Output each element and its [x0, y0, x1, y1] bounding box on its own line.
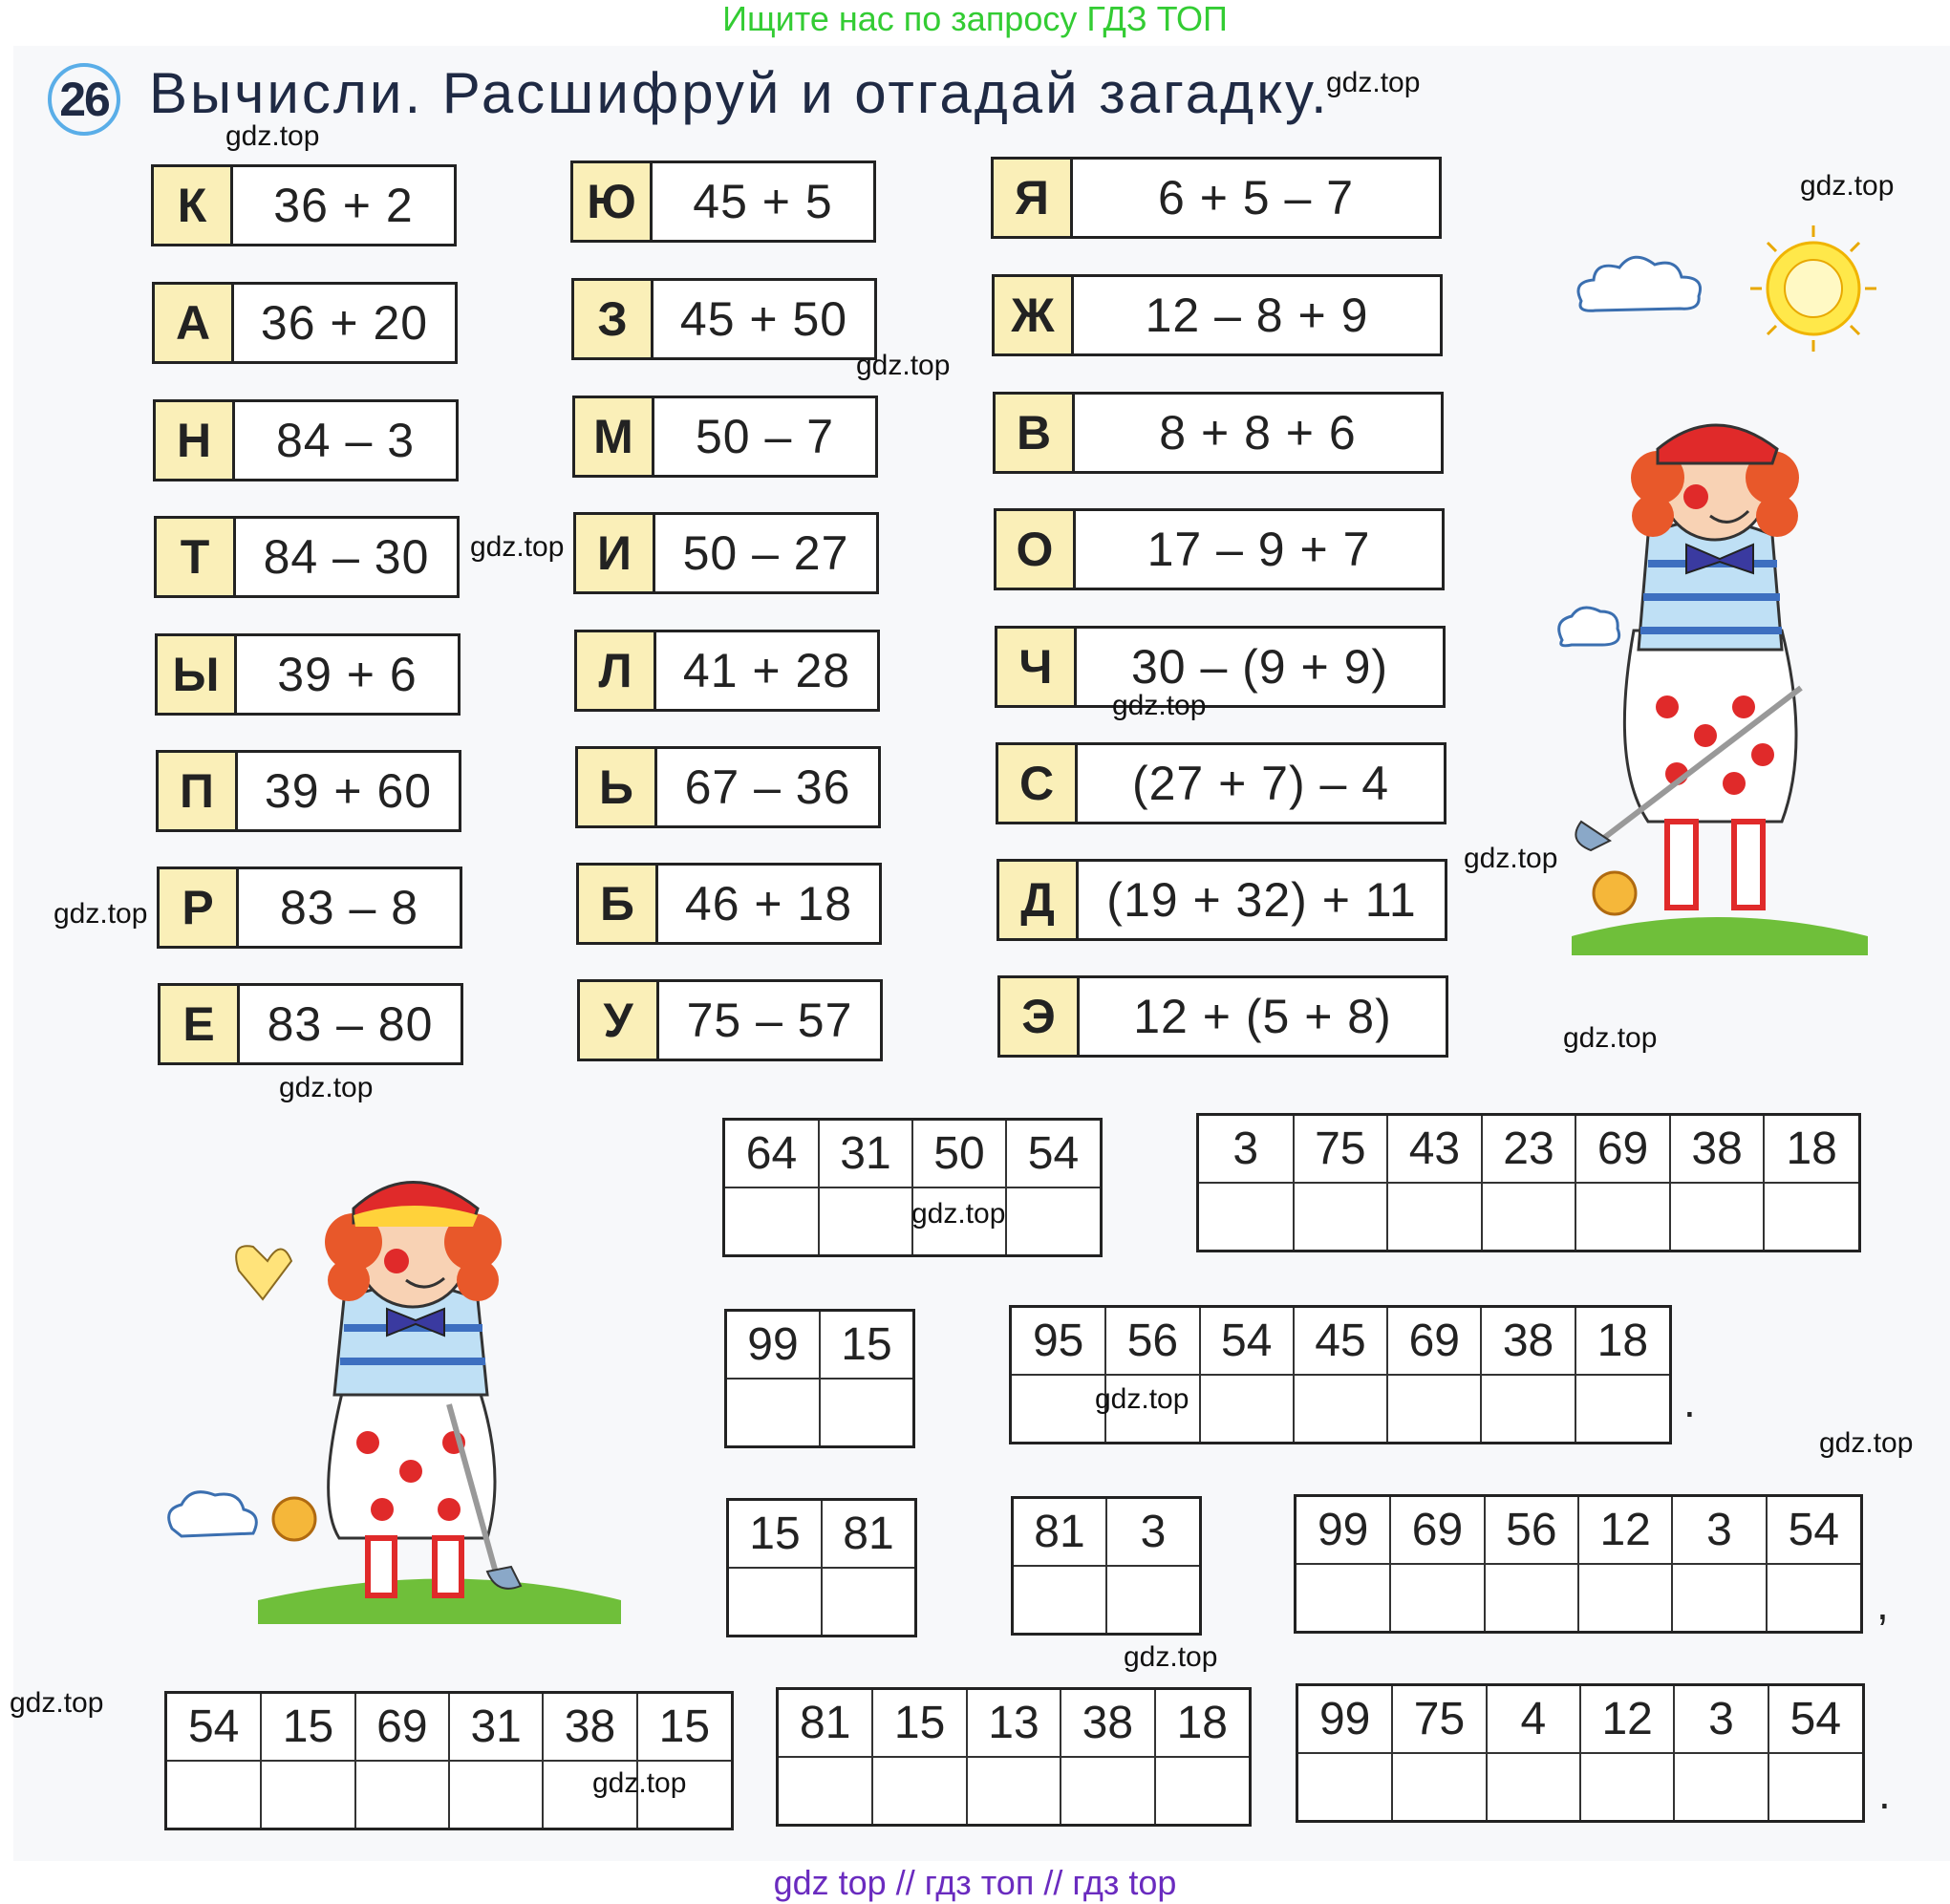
cipher-expression: 30 – (9 + 9): [1130, 640, 1389, 694]
cipher-expression: 46 + 18: [684, 877, 853, 931]
cipher-expression: 36 + 20: [260, 296, 429, 350]
answer-code: 3: [1199, 1116, 1294, 1183]
cipher-letter: Т: [157, 519, 236, 595]
cipher-letter: П: [159, 753, 238, 829]
answer-grid-word-4: [1009, 1305, 1672, 1444]
watermark: gdz.top: [856, 350, 951, 381]
cipher-letter: Д: [999, 862, 1079, 938]
cipher-letter: Ж: [995, 277, 1074, 353]
answer-code: 15: [872, 1690, 966, 1757]
answer-cell[interactable]: [725, 1187, 819, 1254]
cipher-expression: 83 – 80: [267, 997, 434, 1051]
cipher-card-zh: [992, 274, 1443, 356]
watermark: gdz.top: [54, 898, 148, 930]
answer-cell[interactable]: [1106, 1566, 1199, 1633]
watermark: gdz.top: [1464, 843, 1558, 874]
cipher-letter: М: [575, 398, 654, 475]
answer-code: 15: [820, 1312, 912, 1379]
answer-cell[interactable]: [1481, 1375, 1575, 1442]
cipher-expression: 83 – 8: [279, 881, 418, 934]
answer-cell[interactable]: [449, 1761, 543, 1828]
answer-code: 50: [912, 1121, 1006, 1187]
answer-code: 38: [543, 1694, 636, 1761]
punctuation-period: .: [1683, 1377, 1696, 1426]
bottom-banner: gdz top // гдз топ // гдз top: [773, 1863, 1177, 1902]
answer-grid-word-3: [724, 1309, 915, 1448]
answer-grid-word-1: [722, 1118, 1103, 1257]
answer-code: 54: [1768, 1686, 1862, 1753]
cipher-card-p: [156, 750, 461, 832]
cipher-card-k: [151, 164, 457, 246]
answer-cell[interactable]: [1487, 1753, 1580, 1820]
answer-cell[interactable]: [1294, 1375, 1387, 1442]
cipher-expression: 45 + 5: [693, 175, 833, 228]
cipher-letter: О: [996, 511, 1076, 588]
answer-grid-word-8: [164, 1691, 734, 1830]
answer-grid-word-7: [1294, 1494, 1863, 1634]
answer-code: 43: [1387, 1116, 1482, 1183]
answer-cell[interactable]: [167, 1761, 261, 1828]
answer-code: 75: [1392, 1686, 1486, 1753]
cipher-card-y: [155, 633, 461, 716]
butterfly-icon: [236, 1246, 291, 1299]
cipher-letter: Ч: [997, 629, 1077, 705]
cipher-letter: К: [154, 167, 233, 244]
answer-grid-word-5: [726, 1498, 917, 1637]
sun-icon: [1746, 222, 1880, 355]
cipher-expression: 84 – 3: [275, 414, 415, 467]
answer-cell[interactable]: [820, 1379, 912, 1445]
punctuation-comma: ,: [1876, 1579, 1889, 1629]
answer-grid-word-2: [1196, 1113, 1861, 1252]
cipher-letter: Л: [577, 632, 656, 709]
cipher-letter: Ы: [158, 636, 237, 713]
cipher-card-o: [994, 508, 1445, 590]
cipher-letter: Б: [579, 866, 658, 942]
answer-code: 38: [1670, 1116, 1765, 1183]
cipher-card-u: [577, 979, 883, 1061]
cipher-expression: 39 + 6: [277, 648, 418, 701]
watermark: gdz.top: [279, 1072, 374, 1103]
answer-code: 3: [1106, 1499, 1199, 1566]
watermark: gdz.top: [10, 1687, 104, 1719]
cipher-expression: 17 – 9 + 7: [1146, 523, 1371, 576]
answer-cell[interactable]: [1768, 1753, 1862, 1820]
answer-cell[interactable]: [1296, 1564, 1390, 1631]
cipher-card-e: [158, 983, 463, 1065]
answer-code: 12: [1578, 1497, 1672, 1564]
answer-code: 64: [725, 1121, 819, 1187]
answer-cell[interactable]: [1014, 1566, 1106, 1633]
answer-cell[interactable]: [1392, 1753, 1486, 1820]
answer-code: 54: [167, 1694, 261, 1761]
answer-cell[interactable]: [1578, 1564, 1672, 1631]
answer-cell[interactable]: [729, 1568, 822, 1635]
cipher-letter: Ю: [573, 163, 653, 240]
answer-cell[interactable]: [727, 1379, 820, 1445]
cipher-letter: Я: [994, 160, 1073, 236]
answer-grid-word-10: [1296, 1683, 1865, 1823]
answer-code: 15: [729, 1501, 822, 1568]
cipher-card-i: [573, 512, 879, 594]
answer-code: 81: [779, 1690, 872, 1757]
answer-cell[interactable]: [1199, 1183, 1294, 1250]
cipher-card-m: [572, 396, 878, 478]
watermark: gdz.top: [592, 1767, 687, 1799]
cipher-letter: В: [996, 395, 1075, 471]
watermark: gdz.top: [1124, 1641, 1218, 1673]
answer-cell[interactable]: [1061, 1757, 1154, 1824]
answer-cell[interactable]: [1580, 1753, 1674, 1820]
answer-cell[interactable]: [1155, 1757, 1249, 1824]
cipher-card-n: [153, 399, 459, 481]
answer-code: 23: [1482, 1116, 1576, 1183]
cipher-expression: 50 – 27: [682, 526, 849, 580]
answer-code: 4: [1487, 1686, 1580, 1753]
cipher-expression: (27 + 7) – 4: [1131, 757, 1390, 810]
watermark: gdz.top: [1095, 1383, 1189, 1415]
answer-code: 13: [967, 1690, 1061, 1757]
answer-cell[interactable]: [1575, 1183, 1670, 1250]
answer-code: 45: [1294, 1308, 1387, 1375]
answer-cell[interactable]: [1674, 1753, 1768, 1820]
answer-code: 3: [1672, 1497, 1766, 1564]
cipher-card-b: [576, 863, 882, 945]
task-number-badge: 26: [48, 63, 120, 136]
answer-code: 75: [1294, 1116, 1388, 1183]
answer-code: 12: [1580, 1686, 1674, 1753]
cipher-expression: 12 + (5 + 8): [1133, 990, 1392, 1043]
watermark: gdz.top: [225, 120, 320, 152]
answer-cell[interactable]: [1482, 1183, 1576, 1250]
cipher-letter: Е: [161, 986, 240, 1062]
answer-code: 95: [1012, 1308, 1105, 1375]
answer-cell[interactable]: [1764, 1183, 1858, 1250]
top-banner: Ищите нас по запросу ГДЗ ТОП: [722, 0, 1228, 38]
cipher-card-t: [154, 516, 460, 598]
clown-golfer-top-right-illustration: [1543, 420, 1887, 965]
answer-cell[interactable]: [1387, 1375, 1481, 1442]
answer-cell[interactable]: [1390, 1564, 1484, 1631]
answer-cell[interactable]: [1670, 1183, 1765, 1250]
answer-cell[interactable]: [872, 1757, 966, 1824]
watermark: gdz.top: [1819, 1427, 1914, 1459]
cipher-card-d: [996, 859, 1447, 941]
watermark: gdz.top: [470, 531, 565, 563]
cipher-letter: Э: [1000, 978, 1080, 1055]
answer-cell[interactable]: [355, 1761, 449, 1828]
answer-code: 31: [449, 1694, 543, 1761]
cipher-expression: 84 – 30: [263, 530, 430, 584]
answer-code: 38: [1481, 1308, 1575, 1375]
cipher-card-s: [996, 742, 1446, 824]
watermark: gdz.top: [1800, 170, 1895, 202]
cipher-letter: Р: [160, 869, 239, 946]
cipher-card-z: [571, 278, 877, 360]
answer-cell[interactable]: [1575, 1375, 1669, 1442]
answer-cell[interactable]: [261, 1761, 354, 1828]
watermark: gdz.top: [1563, 1022, 1658, 1054]
cipher-expression: 41 + 28: [682, 644, 851, 697]
answer-code: 69: [1387, 1308, 1481, 1375]
watermark: gdz.top: [1112, 690, 1207, 721]
answer-grid-word-6: [1011, 1496, 1202, 1636]
cipher-expression: 39 + 60: [264, 764, 433, 818]
answer-grid-word-9: [776, 1687, 1252, 1827]
cipher-card-v: [993, 392, 1444, 474]
answer-code: 81: [1014, 1499, 1106, 1566]
answer-code: 3: [1674, 1686, 1768, 1753]
cipher-letter: И: [576, 515, 655, 591]
answer-code: 99: [1298, 1686, 1392, 1753]
cipher-expression: 12 – 8 + 9: [1145, 289, 1369, 342]
answer-code: 54: [1200, 1308, 1294, 1375]
cipher-card-ch: [995, 626, 1446, 708]
cipher-expression: 45 + 50: [679, 292, 848, 346]
answer-cell[interactable]: [1485, 1564, 1578, 1631]
answer-cell[interactable]: [1298, 1753, 1392, 1820]
cipher-letter: Ь: [578, 749, 657, 825]
answer-code: 18: [1575, 1308, 1669, 1375]
answer-cell[interactable]: [822, 1568, 914, 1635]
cipher-expression: 36 + 2: [273, 179, 414, 232]
answer-code: 69: [1390, 1497, 1484, 1564]
cipher-card-a: [152, 282, 458, 364]
answer-cell[interactable]: [1387, 1183, 1482, 1250]
watermark: gdz.top: [1326, 67, 1421, 98]
answer-cell[interactable]: [1294, 1183, 1388, 1250]
answer-cell[interactable]: [779, 1757, 872, 1824]
answer-code: 54: [1006, 1121, 1100, 1187]
answer-cell[interactable]: [1672, 1564, 1766, 1631]
cipher-card-r: [157, 866, 462, 949]
answer-code: 15: [261, 1694, 354, 1761]
cipher-expression: 75 – 57: [686, 994, 853, 1047]
cipher-letter: А: [155, 285, 234, 361]
cipher-expression: 8 + 8 + 6: [1159, 406, 1357, 460]
answer-code: 15: [637, 1694, 731, 1761]
answer-code: 31: [819, 1121, 912, 1187]
answer-cell[interactable]: [1006, 1187, 1100, 1254]
punctuation-period: .: [1878, 1768, 1891, 1818]
answer-code: 54: [1767, 1497, 1860, 1564]
cipher-letter: С: [998, 745, 1078, 822]
cipher-card-soft-sign: [575, 746, 881, 828]
answer-cell[interactable]: [967, 1757, 1061, 1824]
answer-code: 99: [1296, 1497, 1390, 1564]
cipher-card-yu: [570, 160, 876, 243]
cloud-icon: [1567, 234, 1720, 330]
cipher-card-e-reversed: [997, 975, 1448, 1058]
answer-code: 18: [1764, 1116, 1858, 1183]
cipher-letter: Н: [156, 402, 235, 479]
cipher-expression: 50 – 7: [695, 410, 834, 463]
answer-cell[interactable]: [1200, 1375, 1294, 1442]
answer-cell[interactable]: [1012, 1375, 1105, 1442]
answer-code: 69: [355, 1694, 449, 1761]
answer-code: 56: [1105, 1308, 1199, 1375]
cipher-letter: У: [580, 982, 659, 1059]
answer-cell[interactable]: [819, 1187, 912, 1254]
answer-code: 18: [1155, 1690, 1249, 1757]
answer-code: 56: [1485, 1497, 1578, 1564]
answer-code: 81: [822, 1501, 914, 1568]
answer-code: 38: [1061, 1690, 1154, 1757]
cipher-card-l: [574, 630, 880, 712]
cipher-expression: 67 – 36: [684, 760, 851, 814]
cipher-card-ya: [991, 157, 1442, 239]
cipher-expression: 6 + 5 – 7: [1158, 171, 1354, 225]
clown-golfer-bottom-left-illustration: [162, 1156, 640, 1634]
cipher-expression: (19 + 32) + 11: [1106, 873, 1417, 927]
answer-code: 99: [727, 1312, 820, 1379]
cipher-letter: З: [574, 281, 654, 357]
answer-code: 69: [1575, 1116, 1670, 1183]
answer-cell[interactable]: [1767, 1564, 1860, 1631]
watermark: gdz.top: [911, 1198, 1006, 1230]
task-title: Вычисли. Расшифруй и отгадай загадку.: [149, 61, 1330, 125]
